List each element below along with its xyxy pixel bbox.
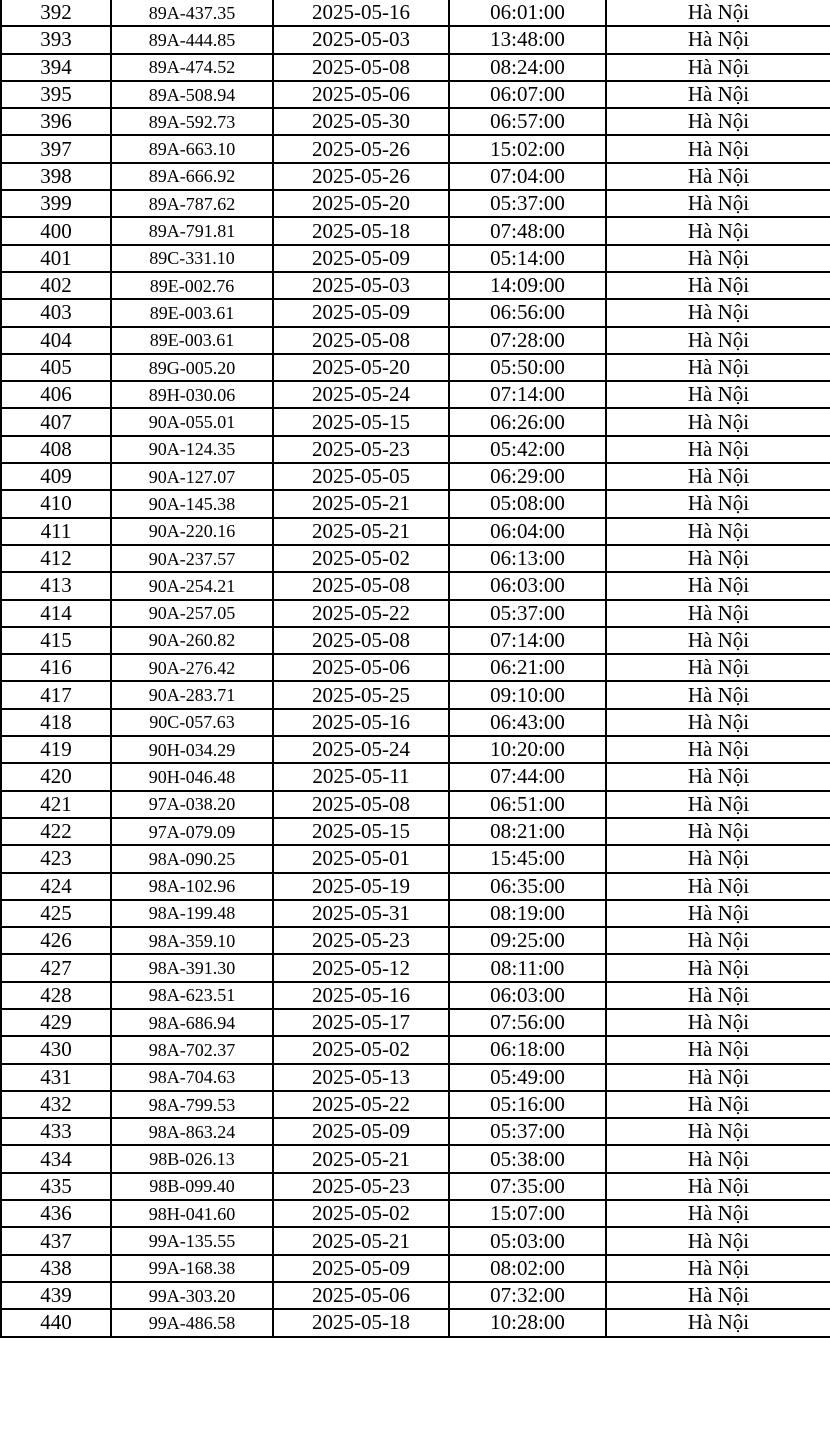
license-plate-cell: 89A-787.62: [111, 190, 273, 217]
date-cell: 2025-05-20: [273, 190, 449, 217]
date-cell: 2025-05-24: [273, 381, 449, 408]
time-cell: 05:14:00: [449, 245, 606, 272]
row-number-cell: 403: [1, 299, 111, 326]
row-number-cell: 394: [1, 54, 111, 81]
time-cell: 13:48:00: [449, 26, 606, 53]
table-row: [1, 954, 830, 981]
location-cell: Hà Nội: [606, 217, 830, 244]
location-cell: Hà Nội: [606, 81, 830, 108]
row-number-cell: 395: [1, 81, 111, 108]
license-plate-cell: 90A-124.35: [111, 436, 273, 463]
table-row: [1, 408, 830, 435]
date-cell: 2025-05-21: [273, 490, 449, 517]
date-cell: 2025-05-25: [273, 681, 449, 708]
location-cell: Hà Nội: [606, 1064, 830, 1091]
time-cell: 08:02:00: [449, 1255, 606, 1282]
table-row: [1, 490, 830, 517]
location-cell: Hà Nội: [606, 600, 830, 627]
time-cell: 05:50:00: [449, 354, 606, 381]
location-cell: Hà Nội: [606, 54, 830, 81]
table-row: [1, 818, 830, 845]
location-cell: Hà Nội: [606, 736, 830, 763]
location-cell: Hà Nội: [606, 135, 830, 162]
date-cell: 2025-05-30: [273, 108, 449, 135]
time-cell: 06:57:00: [449, 108, 606, 135]
row-number-cell: 419: [1, 736, 111, 763]
row-number-cell: 422: [1, 818, 111, 845]
row-number-cell: 421: [1, 791, 111, 818]
license-plate-cell: 90A-260.82: [111, 627, 273, 654]
location-cell: Hà Nội: [606, 763, 830, 790]
date-cell: 2025-05-22: [273, 1091, 449, 1118]
license-plate-cell: 98A-199.48: [111, 900, 273, 927]
row-number-cell: 397: [1, 135, 111, 162]
date-cell: 2025-05-21: [273, 1145, 449, 1172]
date-cell: 2025-05-22: [273, 600, 449, 627]
location-cell: Hà Nội: [606, 1309, 830, 1336]
time-cell: 05:03:00: [449, 1227, 606, 1254]
location-cell: Hà Nội: [606, 108, 830, 135]
license-plate-cell: 89E-003.61: [111, 299, 273, 326]
location-cell: Hà Nội: [606, 1200, 830, 1227]
time-cell: 06:03:00: [449, 572, 606, 599]
table-row: [1, 681, 830, 708]
location-cell: Hà Nội: [606, 845, 830, 872]
date-cell: 2025-05-23: [273, 436, 449, 463]
license-plate-cell: 99A-303.20: [111, 1282, 273, 1309]
table-row: [1, 381, 830, 408]
location-cell: Hà Nội: [606, 26, 830, 53]
license-plate-cell: 97A-038.20: [111, 791, 273, 818]
row-number-cell: 404: [1, 327, 111, 354]
table-row: [1, 163, 830, 190]
row-number-cell: 407: [1, 408, 111, 435]
date-cell: 2025-05-26: [273, 163, 449, 190]
location-cell: Hà Nội: [606, 791, 830, 818]
table-row: [1, 654, 830, 681]
time-cell: 08:24:00: [449, 54, 606, 81]
time-cell: 10:28:00: [449, 1309, 606, 1336]
license-plate-cell: 90A-276.42: [111, 654, 273, 681]
location-cell: Hà Nội: [606, 190, 830, 217]
location-cell: Hà Nội: [606, 545, 830, 572]
table-row: [1, 709, 830, 736]
table-row: [1, 272, 830, 299]
date-cell: 2025-05-08: [273, 572, 449, 599]
row-number-cell: 437: [1, 1227, 111, 1254]
time-cell: 06:18:00: [449, 1036, 606, 1063]
license-plate-cell: 90A-254.21: [111, 572, 273, 599]
time-cell: 06:01:00: [449, 0, 606, 26]
time-cell: 06:03:00: [449, 982, 606, 1009]
date-cell: 2025-05-01: [273, 845, 449, 872]
row-number-cell: 423: [1, 845, 111, 872]
row-number-cell: 417: [1, 681, 111, 708]
time-cell: 07:56:00: [449, 1009, 606, 1036]
row-number-cell: 430: [1, 1036, 111, 1063]
location-cell: Hà Nội: [606, 1036, 830, 1063]
row-number-cell: 392: [1, 0, 111, 26]
date-cell: 2025-05-08: [273, 791, 449, 818]
table-row: [1, 1227, 830, 1254]
time-cell: 05:08:00: [449, 490, 606, 517]
location-cell: Hà Nội: [606, 1118, 830, 1145]
row-number-cell: 434: [1, 1145, 111, 1172]
location-cell: Hà Nội: [606, 1009, 830, 1036]
license-plate-cell: 98A-686.94: [111, 1009, 273, 1036]
table-row: [1, 1145, 830, 1172]
table-row: [1, 1200, 830, 1227]
location-cell: Hà Nội: [606, 818, 830, 845]
date-cell: 2025-05-09: [273, 1118, 449, 1145]
row-number-cell: 433: [1, 1118, 111, 1145]
license-plate-cell: 90C-057.63: [111, 709, 273, 736]
location-cell: Hà Nội: [606, 709, 830, 736]
license-plate-cell: 90A-237.57: [111, 545, 273, 572]
time-cell: 06:43:00: [449, 709, 606, 736]
table-row: [1, 927, 830, 954]
location-cell: Hà Nội: [606, 681, 830, 708]
license-plate-cell: 90H-034.29: [111, 736, 273, 763]
table-row: [1, 518, 830, 545]
license-plate-cell: 89E-003.61: [111, 327, 273, 354]
license-plate-cell: 99A-486.58: [111, 1309, 273, 1336]
table-row: [1, 108, 830, 135]
table-row: [1, 982, 830, 1009]
location-cell: Hà Nội: [606, 436, 830, 463]
time-cell: 05:37:00: [449, 1118, 606, 1145]
table-row: [1, 791, 830, 818]
table-row: [1, 873, 830, 900]
time-cell: 06:26:00: [449, 408, 606, 435]
row-number-cell: 439: [1, 1282, 111, 1309]
location-cell: Hà Nội: [606, 1091, 830, 1118]
row-number-cell: 410: [1, 490, 111, 517]
location-cell: Hà Nội: [606, 654, 830, 681]
row-number-cell: 399: [1, 190, 111, 217]
table-row: [1, 26, 830, 53]
time-cell: 07:14:00: [449, 627, 606, 654]
table-row: [1, 1036, 830, 1063]
row-number-cell: 411: [1, 518, 111, 545]
date-cell: 2025-05-16: [273, 982, 449, 1009]
time-cell: 08:21:00: [449, 818, 606, 845]
date-cell: 2025-05-05: [273, 463, 449, 490]
date-cell: 2025-05-16: [273, 709, 449, 736]
time-cell: 05:42:00: [449, 436, 606, 463]
table-row: [1, 1173, 830, 1200]
time-cell: 10:20:00: [449, 736, 606, 763]
license-plate-cell: 90A-127.07: [111, 463, 273, 490]
table-row: [1, 845, 830, 872]
license-plate-cell: 89H-030.06: [111, 381, 273, 408]
license-plate-cell: 89A-437.35: [111, 0, 273, 26]
license-plate-cell: 89G-005.20: [111, 354, 273, 381]
time-cell: 07:48:00: [449, 217, 606, 244]
row-number-cell: 428: [1, 982, 111, 1009]
row-number-cell: 426: [1, 927, 111, 954]
date-cell: 2025-05-23: [273, 1173, 449, 1200]
license-plate-cell: 98A-799.53: [111, 1091, 273, 1118]
date-cell: 2025-05-26: [273, 135, 449, 162]
location-cell: Hà Nội: [606, 245, 830, 272]
row-number-cell: 416: [1, 654, 111, 681]
table-row: [1, 54, 830, 81]
location-cell: Hà Nội: [606, 299, 830, 326]
license-plate-cell: 89A-508.94: [111, 81, 273, 108]
location-cell: Hà Nội: [606, 1227, 830, 1254]
table-row: [1, 1309, 830, 1336]
location-cell: Hà Nội: [606, 927, 830, 954]
row-number-cell: 432: [1, 1091, 111, 1118]
location-cell: Hà Nội: [606, 490, 830, 517]
time-cell: 08:19:00: [449, 900, 606, 927]
time-cell: 06:35:00: [449, 873, 606, 900]
time-cell: 06:07:00: [449, 81, 606, 108]
table-row: [1, 627, 830, 654]
location-cell: Hà Nội: [606, 1282, 830, 1309]
date-cell: 2025-05-18: [273, 217, 449, 244]
row-number-cell: 400: [1, 217, 111, 244]
license-plate-cell: 98A-863.24: [111, 1118, 273, 1145]
license-plate-cell: 98B-099.40: [111, 1173, 273, 1200]
date-cell: 2025-05-23: [273, 927, 449, 954]
time-cell: 05:16:00: [449, 1091, 606, 1118]
date-cell: 2025-05-09: [273, 245, 449, 272]
row-number-cell: 408: [1, 436, 111, 463]
date-cell: 2025-05-03: [273, 26, 449, 53]
time-cell: 05:37:00: [449, 190, 606, 217]
location-cell: Hà Nội: [606, 327, 830, 354]
table-row: [1, 763, 830, 790]
time-cell: 05:38:00: [449, 1145, 606, 1172]
table-row: [1, 327, 830, 354]
date-cell: 2025-05-08: [273, 327, 449, 354]
time-cell: 15:02:00: [449, 135, 606, 162]
table-row: [1, 436, 830, 463]
license-plate-cell: 89E-002.76: [111, 272, 273, 299]
location-cell: Hà Nội: [606, 1145, 830, 1172]
row-number-cell: 431: [1, 1064, 111, 1091]
row-number-cell: 402: [1, 272, 111, 299]
table-body: [1, 0, 830, 1337]
time-cell: 07:04:00: [449, 163, 606, 190]
time-cell: 08:11:00: [449, 954, 606, 981]
row-number-cell: 393: [1, 26, 111, 53]
table-row: [1, 1064, 830, 1091]
date-cell: 2025-05-15: [273, 818, 449, 845]
license-plate-cell: 97A-079.09: [111, 818, 273, 845]
row-number-cell: 436: [1, 1200, 111, 1227]
time-cell: 07:14:00: [449, 381, 606, 408]
location-cell: Hà Nội: [606, 408, 830, 435]
table-row: [1, 600, 830, 627]
location-cell: Hà Nội: [606, 572, 830, 599]
time-cell: 15:45:00: [449, 845, 606, 872]
license-plate-cell: 98B-026.13: [111, 1145, 273, 1172]
date-cell: 2025-05-02: [273, 545, 449, 572]
license-plate-cell: 98A-702.37: [111, 1036, 273, 1063]
location-cell: Hà Nội: [606, 1255, 830, 1282]
date-cell: 2025-05-13: [273, 1064, 449, 1091]
license-plate-cell: 99A-135.55: [111, 1227, 273, 1254]
table-row: [1, 190, 830, 217]
time-cell: 06:21:00: [449, 654, 606, 681]
date-cell: 2025-05-06: [273, 654, 449, 681]
location-cell: Hà Nội: [606, 982, 830, 1009]
row-number-cell: 401: [1, 245, 111, 272]
row-number-cell: 418: [1, 709, 111, 736]
date-cell: 2025-05-12: [273, 954, 449, 981]
location-cell: Hà Nội: [606, 627, 830, 654]
time-cell: 07:44:00: [449, 763, 606, 790]
license-plate-cell: 98A-090.25: [111, 845, 273, 872]
date-cell: 2025-05-17: [273, 1009, 449, 1036]
time-cell: 06:04:00: [449, 518, 606, 545]
date-cell: 2025-05-08: [273, 54, 449, 81]
license-plate-cell: 98A-102.96: [111, 873, 273, 900]
date-cell: 2025-05-15: [273, 408, 449, 435]
date-cell: 2025-05-03: [273, 272, 449, 299]
row-number-cell: 429: [1, 1009, 111, 1036]
license-plate-cell: 90A-055.01: [111, 408, 273, 435]
time-cell: 14:09:00: [449, 272, 606, 299]
table-row: [1, 463, 830, 490]
date-cell: 2025-05-11: [273, 763, 449, 790]
date-cell: 2025-05-09: [273, 299, 449, 326]
license-plate-cell: 89A-444.85: [111, 26, 273, 53]
location-cell: Hà Nội: [606, 163, 830, 190]
date-cell: 2025-05-02: [273, 1036, 449, 1063]
table-row: [1, 1255, 830, 1282]
date-cell: 2025-05-02: [273, 1200, 449, 1227]
license-plate-cell: 99A-168.38: [111, 1255, 273, 1282]
table-row: [1, 135, 830, 162]
time-cell: 06:56:00: [449, 299, 606, 326]
row-number-cell: 415: [1, 627, 111, 654]
table-row: [1, 81, 830, 108]
license-plate-cell: 98A-623.51: [111, 982, 273, 1009]
time-cell: 09:10:00: [449, 681, 606, 708]
date-cell: 2025-05-19: [273, 873, 449, 900]
location-cell: Hà Nội: [606, 1173, 830, 1200]
date-cell: 2025-05-21: [273, 1227, 449, 1254]
time-cell: 06:13:00: [449, 545, 606, 572]
license-plate-cell: 89A-592.73: [111, 108, 273, 135]
location-cell: Hà Nội: [606, 381, 830, 408]
table-row: [1, 1091, 830, 1118]
license-plate-cell: 89A-666.92: [111, 163, 273, 190]
location-cell: Hà Nội: [606, 463, 830, 490]
time-cell: 09:25:00: [449, 927, 606, 954]
table-row: [1, 1282, 830, 1309]
table-row: [1, 217, 830, 244]
table-row: [1, 1009, 830, 1036]
license-plate-cell: 90A-283.71: [111, 681, 273, 708]
time-cell: 06:51:00: [449, 791, 606, 818]
license-plate-cell: 98A-359.10: [111, 927, 273, 954]
location-cell: Hà Nội: [606, 354, 830, 381]
time-cell: 05:49:00: [449, 1064, 606, 1091]
time-cell: 15:07:00: [449, 1200, 606, 1227]
table-row: [1, 572, 830, 599]
date-cell: 2025-05-20: [273, 354, 449, 381]
date-cell: 2025-05-06: [273, 81, 449, 108]
time-cell: 05:37:00: [449, 600, 606, 627]
row-number-cell: 424: [1, 873, 111, 900]
license-plate-cell: 90A-220.16: [111, 518, 273, 545]
license-plate-cell: 89A-791.81: [111, 217, 273, 244]
location-cell: Hà Nội: [606, 900, 830, 927]
date-cell: 2025-05-08: [273, 627, 449, 654]
row-number-cell: 396: [1, 108, 111, 135]
date-cell: 2025-05-31: [273, 900, 449, 927]
location-cell: Hà Nội: [606, 0, 830, 26]
license-plate-cell: 89C-331.10: [111, 245, 273, 272]
license-plate-cell: 90H-046.48: [111, 763, 273, 790]
row-number-cell: 413: [1, 572, 111, 599]
location-cell: Hà Nội: [606, 873, 830, 900]
row-number-cell: 412: [1, 545, 111, 572]
row-number-cell: 440: [1, 1309, 111, 1336]
time-cell: 07:35:00: [449, 1173, 606, 1200]
row-number-cell: 405: [1, 354, 111, 381]
row-number-cell: 427: [1, 954, 111, 981]
table-row: [1, 545, 830, 572]
table-row: [1, 354, 830, 381]
date-cell: 2025-05-21: [273, 518, 449, 545]
table-row: [1, 736, 830, 763]
license-plate-cell: 98A-704.63: [111, 1064, 273, 1091]
license-plate-cell: 90A-145.38: [111, 490, 273, 517]
row-number-cell: 425: [1, 900, 111, 927]
license-plate-cell: 89A-474.52: [111, 54, 273, 81]
date-cell: 2025-05-06: [273, 1282, 449, 1309]
time-cell: 07:28:00: [449, 327, 606, 354]
row-number-cell: 398: [1, 163, 111, 190]
license-plate-cell: 98A-391.30: [111, 954, 273, 981]
row-number-cell: 409: [1, 463, 111, 490]
date-cell: 2025-05-09: [273, 1255, 449, 1282]
row-number-cell: 438: [1, 1255, 111, 1282]
row-number-cell: 414: [1, 600, 111, 627]
row-number-cell: 406: [1, 381, 111, 408]
license-plate-cell: 89A-663.10: [111, 135, 273, 162]
table-row: [1, 299, 830, 326]
row-number-cell: 420: [1, 763, 111, 790]
date-cell: 2025-05-24: [273, 736, 449, 763]
table-row: [1, 1118, 830, 1145]
location-cell: Hà Nội: [606, 518, 830, 545]
row-number-cell: 435: [1, 1173, 111, 1200]
date-cell: 2025-05-16: [273, 0, 449, 26]
table-row: [1, 0, 830, 26]
table-row: [1, 245, 830, 272]
table-row: [1, 900, 830, 927]
location-cell: Hà Nội: [606, 272, 830, 299]
time-cell: 06:29:00: [449, 463, 606, 490]
license-plate-cell: 90A-257.05: [111, 600, 273, 627]
license-plate-cell: 98H-041.60: [111, 1200, 273, 1227]
time-cell: 07:32:00: [449, 1282, 606, 1309]
location-cell: Hà Nội: [606, 954, 830, 981]
date-cell: 2025-05-18: [273, 1309, 449, 1336]
